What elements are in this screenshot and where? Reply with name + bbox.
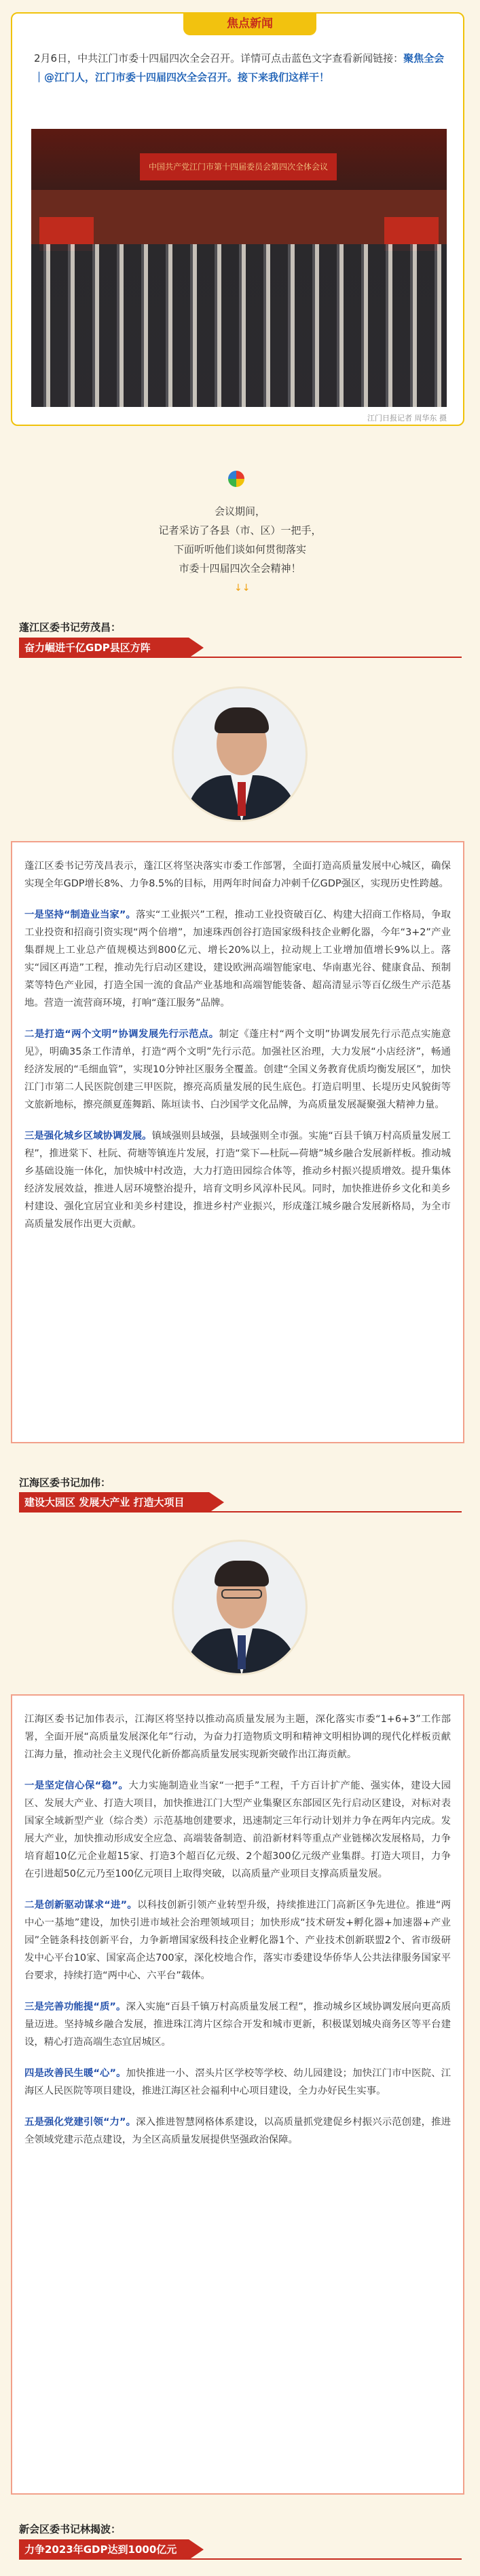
section2-para: 五是强化党建引领“力”。深入推进智慧网格体系建设，以高质量抓党建促乡村振兴示范创建，推进全领域党建示范点建设，为全区高质量发展提供坚强政治保障。 <box>24 2117 451 2145</box>
section2-title: 江海区委书记加伟： <box>19 1477 111 1489</box>
meeting-banner: 中国共产党江门市第十四届委员会第四次全体会议 <box>140 153 337 180</box>
portrait-jia-wei <box>172 1540 308 1675</box>
meeting-photo <box>31 129 447 407</box>
section2-para: 江海区委书记加伟表示，江海区将坚持以推动高质量发展为主题，深化落实市委“1+6+3”工作部署，全面开展“高质量发展深化年”行动，为奋力打造物质文明和精神文明相协调的现代化样板贡献江海力量，推动社会主义现代化新侨都高质量发展实现新突破作出江海贡献。 <box>24 1714 451 1760</box>
audience-seats <box>31 244 447 407</box>
section3-bar: 力争2023年GDP达到1000亿元 <box>19 2539 189 2560</box>
section1-divider <box>19 657 462 658</box>
focus-news-plain: 2月6日，中共江门市委十四届四次全会召开。详情可点击蓝色文字查看新闻链接： <box>34 52 404 64</box>
intro-line: 记者采访了各县（市、区）一把手， <box>158 524 322 536</box>
section1-para: 蓬江区委书记劳茂昌表示，蓬江区将坚决落实市委工作部署，全面打造高质量发展中心城区，确保实现全年GDP增长8%、力争8.5%的目标，用两年时间奋力冲刺千亿GDP强区，实现历史性跨越。 <box>24 861 451 889</box>
section1-para: 一是坚持“制造业当家”。落实“工业振兴”工程，推动工业投资破百亿、构建大招商工作格局，争取工业投资和招商引资实现“两个倍增”，加速珠西创谷打造国家级科技企业孵化器，今年“3+2”产业集群规上工业总产值规模达到800亿元、增长20%以上，拉动规上工业增加值增长9%以上。落实“园区再造”工程，推动先行启动区建设，建设欧洲高端智能家电、华南惠光谷、健康食品、预制菜等特色产业园，打造全国一流的食品产业基地和高端智能装备、超高清显示等百亿级生产示范基地。营造一流营商环境，打响“蓬江服务”品牌。 <box>24 910 451 1009</box>
tie-shape <box>238 782 246 816</box>
glasses-shape <box>221 1589 262 1599</box>
intro-line: 会议期间， <box>214 505 265 518</box>
section2-para: 二是创新驱动谋求“进”。以科技创新引领产业转型升级，持续推进江门高新区争先进位。推进“两中心一基地”建设，加快引进市域社会治理领域项目；加快形成“技术研发+孵化器+加速器+产业园”全链条科技创新平台，力争新增国家级科技企业孵化器1个、产业技术创新联盟2个、省市级研发中心平台10家、国家高企达700家，深化校地合作，落实市委建设华侨华人公共法律服务国家平台要求，持续打造“两中心、六平台”载体。 <box>24 1900 451 1981</box>
portrait-lao-maochang <box>172 686 308 822</box>
focus-news-tag: 焦点新闻 <box>183 12 316 35</box>
intro-line: 市委十四届四次全会精神！ <box>179 562 301 574</box>
photo-caption: 江门日报记者 周华东 摄 <box>367 414 447 423</box>
hair-shape <box>215 707 269 733</box>
arrow-down-icon: ↓↓ <box>234 583 251 593</box>
focus-news-card <box>11 12 464 426</box>
section1-title: 蓬江区委书记劳茂昌： <box>19 621 122 633</box>
section3-divider <box>19 2558 462 2560</box>
section2-bar: 建设大园区 发展大产业 打造大项目 <box>19 1492 209 1513</box>
color-dot-icon <box>228 471 244 487</box>
tie-shape <box>238 1635 246 1669</box>
intro-line: 下面听听他们谈如何贯彻落实 <box>173 543 306 555</box>
section1-para: 三是强化城乡区域协调发展。镇域强则县域强，县域强则全市强。实施“百县千镇万村高质量发展工程”，推进棠下、杜阮、荷塘等镇连片发展，打造“棠下—杜阮—荷塘”城乡融合发展新样板。推动城乡基础设施一体化，加快城中村改造，大力打造田园综合体等，推动乡村振兴提质增效。提升集体经济发展效益，推进人居环境整治提升，培育文明乡风淳朴民风。同时，加快推进侨乡文化和美乡村建设、强化宜居宜业和美乡村建设，推进乡村产业振兴，形成蓬江城乡融合发展新格局，为全市高质量发展作出更大贡献。 <box>24 1131 451 1230</box>
section2-article <box>11 1694 464 2495</box>
section2-para: 三是完善功能提“质”。深入实施“百县千镇万村高质量发展工程”，推动城乡区域协调发展向更高质量迈进。坚持城乡融合发展，推进珠江湾片区综合开发和城市更新，积极谋划城央商务区等平台建设，精心打造高端生态宜居城区。 <box>24 2002 451 2048</box>
section1-article <box>11 841 464 1443</box>
section2-para: 一是坚定信心保“稳”。大力实施制造业当家“一把手”工程，千方百计扩产能、强实体，建设大园区、发展大产业、打造大项目，加快推进江门大型产业集聚区东部园区先行启动区建设，对标对表国家全域新型产业（综合类）示范基地创建要求，迅速制定三年行动计划并力争在两年内完成。发展大产业，加快推动形成安全应急、高端装备制造、前沿新材料等重点产业链梯次发展格局，力争培育超10亿元企业超15家、打造3个超百亿元级、2个超300亿元级产业集群。打造大项目，力争在引进超50亿元乃至100亿元项目上取得突破，以高质量产业项目支撑高质量发展。 <box>24 1780 451 1879</box>
hair-shape <box>215 1561 269 1586</box>
section3-title: 新会区委书记林揭波： <box>19 2523 122 2535</box>
section1-para: 二是打造“两个文明”协调发展先行示范点。制定《蓬庄村“两个文明”协调发展先行示范点实施意见》，明确35条工作清单，打造“两个文明”先行示范。加强社区治理，大力发展“小店经济”，畅通经济发展的“毛细血管”，实现10分钟社区服务全覆盖。创建“全国义务教育优质均衡发展区”，加快江门市第二人民医院创建三甲医院，擦亮高质量发展的民生底色。打造启明里、长堤历史风貌街等文旅新地标，擦亮颜夏莲舞蹈、陈垣读书、白沙国学文化品牌，为高质量发展凝聚强大精神力量。 <box>24 1029 451 1110</box>
section1-bar: 奋力崛进千亿GDP县区方阵 <box>19 638 189 658</box>
focus-news-link[interactable]: 聚焦全会｜@江门人，江门市委十四届四次全会召开。接下来我们这样干！ <box>34 52 445 83</box>
intro-text <box>0 502 480 578</box>
section2-para: 四是改善民生暖“心”。加快推进一小、滘头片区学校等学校、幼儿园建设；加快江门市中医院、江海区人民医院等项目建设，推进江海区社会福利中心项目建设，全力办好民生实事。 <box>24 2068 451 2096</box>
focus-news-text <box>34 49 449 87</box>
section2-divider <box>19 1511 462 1513</box>
